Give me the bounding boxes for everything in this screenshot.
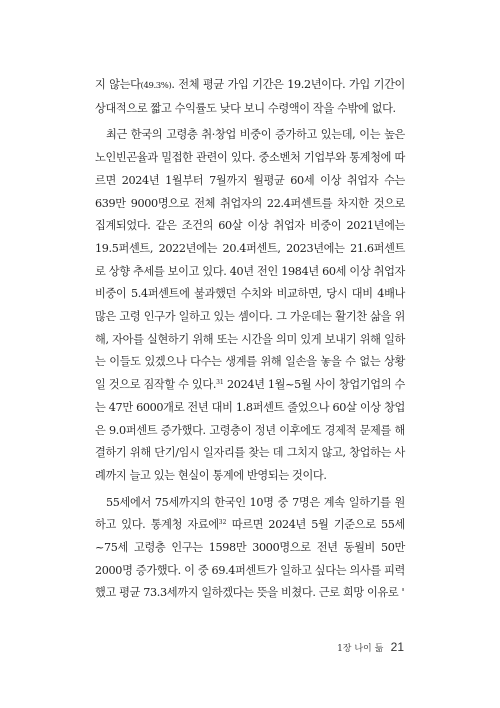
paragraph-1-percentage: (49.3%) (140, 81, 172, 91)
running-head: 1장 나이 듦 (337, 644, 384, 654)
paragraph-1-text-a: 지 않는다 (95, 78, 141, 91)
footnote-ref-31[interactable]: 31 (216, 379, 224, 387)
body-text (95, 74, 405, 605)
paragraph-2-text-a: 최근 한국의 고령층 취·창업 비중이 증가하고 있는데, 이는 높은 노인빈곤율과 밀접한 관련이 있다. 중소벤처 기업부와 통계청에 따르면 2024년 1월부터 7월까지 월평균 60세 이상 취업자 수는 639만 9000명으로 전체 취업자의 22.4퍼센트를 차지한 것으로 집계되었다. 같은 조건의 60살 이상 취업자 비중이 2021년에는 19.5퍼센트, 2022년에는 20.4퍼센트, 2023년에는 21.6퍼센트로 상향 추세를 보이고 있다. 40년 전인 1984년 60세 이상 취업자 비중이 5.4퍼센트에 불과했던 수치와 비교하면, 당시 대비 4배나 많은 고령 인구가 일하고 있는 셈이다. 그 가운데는 활기찬 삶을 위해, 자아를 실현하기 위해 또는 시간을 의미 있게 보내기 위해 일하는 이들도 있겠으나 다수는 생계를 위해 일손을 놓을 수 없는 상황일 것으로 짐작할 수 있다. (95, 128, 405, 392)
paragraph-1-text-b: . 전체 평균 가입 기간은 19.2년이다. 가입 기간이 상대적으로 짧고 수익률도 낮다 보니 수령액이 작을 수밖에 없다. (95, 78, 405, 115)
paragraph-3-text-a: 55세에서 75세까지의 한국인 10명 중 7명은 계속 일하기를 원하고 있다. 통계청 자료에 (95, 495, 405, 532)
paragraph-2 (95, 124, 405, 487)
footnote-ref-32[interactable]: 32 (218, 519, 227, 527)
paragraph-3-text-b: 따르면 2024년 5월 기준으로 55세~75세 고령층 인구는 1598만 3000명으로 전년 동월비 50만 2000명 증가했다. 이 중 69.4퍼센트가 일하고 싶다는 의사를 피력했고 평균 73.3세까지 일하겠다는 뜻을 비쳤다. 근로 희망 이유로 ' (95, 518, 405, 600)
paragraph-3 (95, 492, 405, 606)
page-footer (337, 640, 404, 654)
page-number: 21 (390, 640, 404, 654)
paragraph-2-text-b: 2024년 1월~5월 사이 창업기업의 수는 47만 6000개로 전년 대비 1.8퍼센트 줄었으나 60살 이상 창업은 9.0퍼센트 증가했다. 고령층이 정년 이후에도 경제적 문제를 해결하기 위해 단기/임시 일자리를 찾는 데 그치지 않고, 창업하는 사례까지 늘고 있는 현실이 통계에 반영되는 것이다. (95, 378, 405, 482)
paragraph-1 (95, 74, 405, 120)
